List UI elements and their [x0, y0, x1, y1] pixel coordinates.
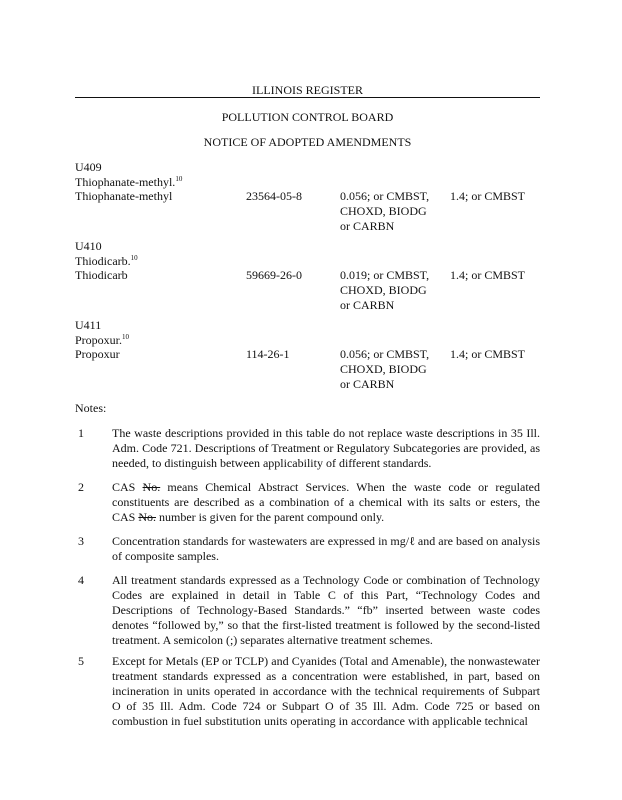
header-rule [75, 97, 540, 98]
constituent-name: Thiophanate-methyl [75, 189, 173, 203]
note-number: 4 [78, 573, 84, 587]
note-text: Concentration standards for wastewaters are expressed in mg/ℓ and are based on analysis of composite samples. [112, 534, 540, 563]
cas-number: 114-26-1 [246, 347, 290, 361]
nonwastewater-standard: 1.4; or CMBST [450, 268, 526, 282]
constituent-name: Thiodicarb [75, 268, 128, 282]
wastewater-standard: 0.019; or CMBST, CHOXD, BIODG or CARBN [340, 268, 430, 312]
waste-code: U410 [75, 239, 102, 253]
waste-name: Thiodicarb.$^{10}$ [75, 254, 138, 268]
footnote-ref: 10 [122, 333, 130, 341]
cas-number: 59669-26-0 [246, 268, 302, 282]
struck-text: No. [138, 510, 157, 524]
waste-code: U411 [75, 318, 102, 332]
notes-heading: Notes: [75, 401, 107, 415]
note-number: 2 [78, 480, 84, 494]
note-text: All treatment standards expressed as a Technology Code or combination of Technology Codes are explained in detail in Table C of this Part, “Technology Codes and Descriptions of Technology-Based Standards.” “fb” inserted between waste codes denotes “followed by,” so that the first-listed treatment is followed by the second-listed treatment. A semicolon (;) separates alternative treatment schemes. [112, 573, 540, 647]
nonwastewater-standard: 1.4; or CMBST [450, 347, 526, 361]
footnote-ref: 10 [130, 254, 138, 262]
struck-text: No. [142, 480, 161, 494]
note-text: Except for Metals (EP or TCLP) and Cyanides (Total and Amenable), the nonwastewater treatment standards expressed as a concentration were established, in part, based on incineration in units operated in accordance with the technical requirements of Subpart O of 35 Ill. Adm. Code 724 or Subpart O of 35 Ill. Adm. Code 725 or based on combustion in fuel substitution units operating in accordance with applicable technical [112, 654, 540, 728]
note-text: The waste descriptions provided in this table do not replace waste descriptions in 35 Ill. Adm. Code 721. Descriptions of Treatment or Regulatory Subcategories are provided, as needed, to distinguish between applicability of different standards. [112, 426, 540, 470]
register-title: ILLINOIS REGISTER [252, 83, 363, 97]
waste-name: Thiophanate-methyl.$^{10}$ [75, 175, 183, 189]
note-number: 3 [78, 534, 84, 548]
waste-code: U409 [75, 160, 102, 174]
constituent-name: Propoxur [75, 347, 120, 361]
wastewater-standard: 0.056; or CMBST, CHOXD, BIODG or CARBN [340, 189, 430, 233]
note-text: CAS No. means Chemical Abstract Services. When the waste code or regulated constituents are described as a combination of a chemical with its salts or esters, the CAS No. number is given for the parent compound only. [112, 480, 540, 524]
footnote-ref: 10 [175, 175, 183, 183]
note-number: 1 [78, 426, 84, 440]
nonwastewater-standard: 1.4; or CMBST [450, 189, 526, 203]
note-number: 5 [78, 654, 84, 668]
board-title: POLLUTION CONTROL BOARD [221, 110, 394, 124]
cas-number: 23564-05-8 [246, 189, 302, 203]
waste-name: Propoxur.$^{10}$ [75, 333, 130, 347]
notice-title: NOTICE OF ADOPTED AMENDMENTS [203, 135, 412, 149]
wastewater-standard: 0.056; or CMBST, CHOXD, BIODG or CARBN [340, 347, 430, 391]
